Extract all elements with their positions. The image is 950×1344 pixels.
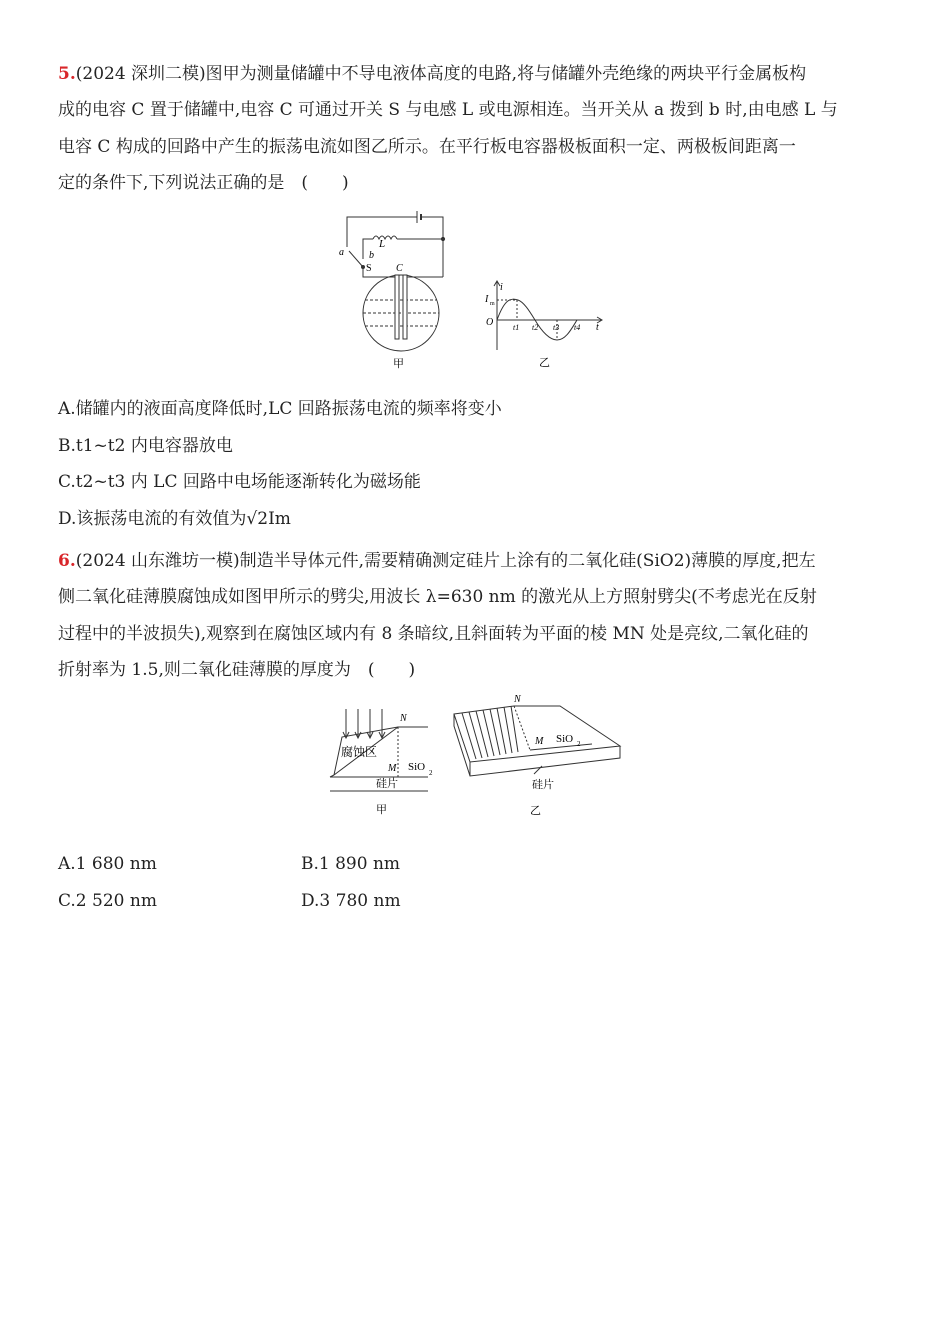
q5-option-d[interactable]: D.该振荡电流的有效值为√2Im (58, 509, 291, 529)
label-silicon: 硅片 (376, 778, 398, 790)
tick-t3: t3 (553, 323, 560, 332)
q6-option-d[interactable]: D.3 780 nm (301, 891, 401, 911)
q6-figure-slab (452, 690, 622, 822)
caption-yi: 乙 (530, 805, 541, 817)
q5-option-b[interactable]: B.t1~t2 内电容器放电 (58, 436, 233, 456)
q6-option-a[interactable]: A.1 680 nm (58, 854, 157, 874)
capacitor-plate-left (395, 275, 399, 339)
tick-t4: t4 (574, 323, 581, 332)
caption-jia: 甲 (393, 358, 404, 370)
label-b: b (369, 250, 374, 261)
q5-line2: 成的电容 C 置于储罐中,电容 C 可通过开关 S 与电感 L 或电源相连。当开关从 a 拨到 b 时,由电感 L 与 (58, 100, 838, 120)
label-S: S (366, 263, 372, 274)
q5-figure-graph (484, 280, 609, 372)
label-L: L (379, 238, 386, 250)
q5-line4: 定的条件下,下列说法正确的是 ( ) (58, 173, 349, 193)
label-a: a (339, 247, 344, 258)
label-silicon: 硅片 (532, 779, 554, 791)
q6-line4: 折射率为 1.5,则二氧化硅薄膜的厚度为 ( ) (58, 660, 416, 680)
label-O: O (486, 317, 494, 328)
wire-right (421, 217, 443, 277)
q6-line3: 过程中的半波损失),观察到在腐蚀区域内有 8 条暗纹,且斜面转为平面的棱 MN 处是亮纹,二氧化硅的 (58, 624, 809, 644)
interference-fringes (462, 706, 518, 759)
label-SiO-sub: 2 (577, 740, 581, 748)
q5-line3: 电容 C 构成的回路中产生的振荡电流如图乙所示。在平行板电容器极板面积一定、两极板间距离一 (58, 137, 796, 157)
q6-line1-text: (2024 山东潍坊一模)制造半导体元件,需要精确测定硅片上涂有的二氧化硅(SiO2)薄膜的厚度,把左 (75, 551, 816, 571)
label-N: N (514, 694, 521, 705)
q5-line1 (58, 56, 894, 92)
tick-t2: t2 (532, 323, 539, 332)
q6-number: 6. (58, 551, 76, 571)
label-Im: I (485, 294, 489, 305)
label-SiO-sub: 2 (429, 769, 433, 777)
label-SiO: SiO (556, 733, 574, 745)
q6-option-b[interactable]: B.1 890 nm (301, 854, 401, 874)
caption-jia: 甲 (376, 804, 387, 816)
q6-line2: 侧二氧化硅薄膜腐蚀成如图甲所示的劈尖,用波长 λ=630 nm 的激光从上方照射劈尖(不考虑光在反射 (58, 587, 817, 607)
label-Im-sub: m (490, 301, 495, 307)
caption-yi: 乙 (539, 357, 550, 369)
q6-figure-wedge (328, 705, 443, 820)
label-M: M (535, 736, 544, 747)
label-t: t (596, 322, 599, 333)
label-C: C (396, 263, 403, 274)
label-N: N (400, 713, 407, 724)
slab-top (454, 706, 620, 762)
label-corrosion-region: 腐蚀区 (341, 745, 378, 759)
q5-line1-text: (2024 深圳二模)图甲为测量储罐中不导电液体高度的电路,将与储罐外壳绝缘的两块平行金属板构 (75, 64, 807, 84)
label-i: i (500, 282, 503, 293)
q5-number: 5. (58, 64, 76, 84)
switch-blade (349, 251, 363, 267)
q6-option-c[interactable]: C.2 520 nm (58, 891, 157, 911)
q5-option-c[interactable]: C.t2~t3 内 LC 回路中电场能逐渐转化为磁场能 (58, 472, 421, 492)
q5-figure-circuit (335, 205, 465, 375)
label-M: M (388, 763, 397, 774)
laser-arrows (343, 709, 385, 738)
q5-option-a[interactable]: A.储罐内的液面高度降低时,LC 回路振荡电流的频率将变小 (58, 399, 502, 419)
capacitor-plate-right (403, 275, 407, 339)
q6-line1 (58, 543, 894, 579)
label-SiO: SiO (408, 761, 426, 773)
tick-t1: t1 (513, 323, 520, 332)
